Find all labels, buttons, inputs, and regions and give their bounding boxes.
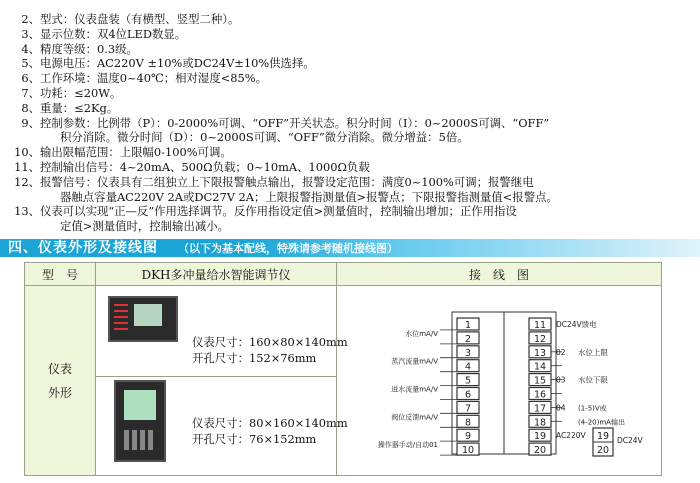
- header-product: DKH多冲量给水智能调节仪: [96, 263, 337, 286]
- output-label: 02: [556, 347, 566, 357]
- power-label: DC24V: [617, 436, 643, 445]
- output-label: 04: [556, 403, 566, 413]
- spec-number: 5、: [21, 56, 40, 71]
- spec-number: 3、: [21, 26, 40, 41]
- terminal-number: 12: [533, 333, 547, 345]
- output-label: 03: [556, 375, 566, 385]
- terminal-number: 7: [464, 403, 472, 415]
- terminal-number: 13: [533, 347, 547, 359]
- spec-text: 积分消除。微分时间（D）：0~2000S可调、“OFF”微分消除。微分增益：5倍。: [60, 130, 469, 145]
- power-terminal: 19: [596, 431, 610, 442]
- spec-text: 仪表可以实现“正—反”作用选择调节。反作用指设定值>测量值时，控制输出增加；正作用指设: [40, 204, 517, 219]
- terminal-number: 11: [533, 320, 547, 331]
- terminal-number: 1: [464, 320, 472, 331]
- input-label: 进水流量mA/V: [391, 385, 438, 394]
- output-label: (1-5)V或: [578, 404, 607, 413]
- output-label: 水位下限: [578, 375, 608, 385]
- spec-number: 10、: [14, 145, 40, 160]
- spec-number: 12、: [14, 174, 40, 189]
- terminal-number: 15: [533, 375, 547, 387]
- output-label: AC220V: [556, 431, 586, 441]
- spec-number: 4、: [21, 41, 40, 56]
- terminal-number: 17: [533, 403, 547, 415]
- spec-text: 功耗：≤20W。: [40, 86, 122, 100]
- terminal-number: 2: [464, 333, 472, 345]
- section-title: 四、仪表外形及接线图: [8, 240, 158, 256]
- input-label: 水位mA/V: [405, 329, 438, 338]
- terminal-number: 5: [464, 375, 472, 387]
- input-label: 蒸汽流量mA/V: [391, 357, 438, 366]
- terminal-number: 3: [464, 347, 472, 359]
- input-label: 操作器手动/自动01: [377, 441, 438, 450]
- spec-number: 13、: [14, 204, 40, 219]
- spec-text: 显示位数：双4位LED数显。: [40, 26, 187, 41]
- section-subtitle: （以下为基本配线，特殊请参考随机接线图）: [178, 242, 398, 255]
- spec-text: 重量：≤2Kg。: [40, 100, 119, 115]
- terminal-number: 10: [461, 445, 475, 457]
- header-model: 型 号: [25, 263, 96, 286]
- spec-number: 8、: [21, 100, 40, 115]
- terminal-number: 4: [464, 361, 472, 373]
- terminal-number: 20: [533, 445, 547, 457]
- row-label: 仪表 外形: [25, 286, 96, 476]
- header-wiring: 接 线 图: [337, 263, 662, 286]
- terminal-number: 18: [533, 417, 547, 429]
- spec-number: 7、: [21, 86, 40, 100]
- device2-cutout: 开孔尺寸：76×152mm: [192, 432, 317, 446]
- terminal-number: 9: [464, 431, 472, 443]
- output-label: (4-20)mA输出: [578, 418, 625, 427]
- spec-text: 器触点容量AC220V 2A或DC27V 2A；上限报警指测量值>报警点；下限报警指测量值<报警点。: [60, 189, 558, 204]
- spec-text: 定值>测量值时，控制输出减小。: [60, 219, 230, 234]
- spec-text: 工作环境：温度0~40℃；相对湿度<85%。: [40, 71, 267, 86]
- terminal-number: 19: [533, 431, 547, 443]
- spec-number: 2、: [21, 12, 40, 26]
- terminal-number: 8: [464, 417, 472, 429]
- spec-text: 电源电压：AC220V ±10%或DC24V±10%供选择。: [40, 56, 315, 71]
- spec-number: 11、: [14, 160, 40, 174]
- spec-number: 6、: [21, 71, 40, 86]
- terminal-number: 6: [464, 389, 472, 401]
- output-label: DC24V馈电: [556, 320, 597, 329]
- spec-text: 精度等级：0.3级。: [40, 41, 138, 56]
- terminal-number: 14: [533, 361, 547, 373]
- power-terminal: 20: [596, 445, 610, 456]
- spec-text: 型式：仪表盘装（有横型、竖型二种）。: [40, 12, 240, 26]
- spec-text: 控制参数：比例带（P）：0-2000%可调、“OFF”开关状态。积分时间（I）：0~2000S可调、“OFF”: [40, 115, 550, 130]
- spec-text: 输出限幅范围：上限幅0-100%可调。: [40, 145, 232, 160]
- device1-size: 仪表尺寸：160×80×140mm: [192, 335, 348, 349]
- device1-cutout: 开孔尺寸：152×76mm: [192, 351, 317, 365]
- device2-size: 仪表尺寸：80×160×140mm: [192, 416, 348, 430]
- spec-text: 控制输出信号：4~20mA、500Ω负载；0~10mA、1000Ω负载: [40, 160, 370, 174]
- terminal-number: 16: [533, 389, 547, 401]
- output-label: 水位上限: [578, 347, 608, 357]
- spec-text: 报警信号：仪表具有二组独立上下限报警触点输出，报警设定范围：满度0~100%可调；报警继电: [40, 174, 534, 189]
- input-label: 阀位反馈mA/V: [391, 413, 438, 422]
- spec-number: 9、: [21, 115, 40, 130]
